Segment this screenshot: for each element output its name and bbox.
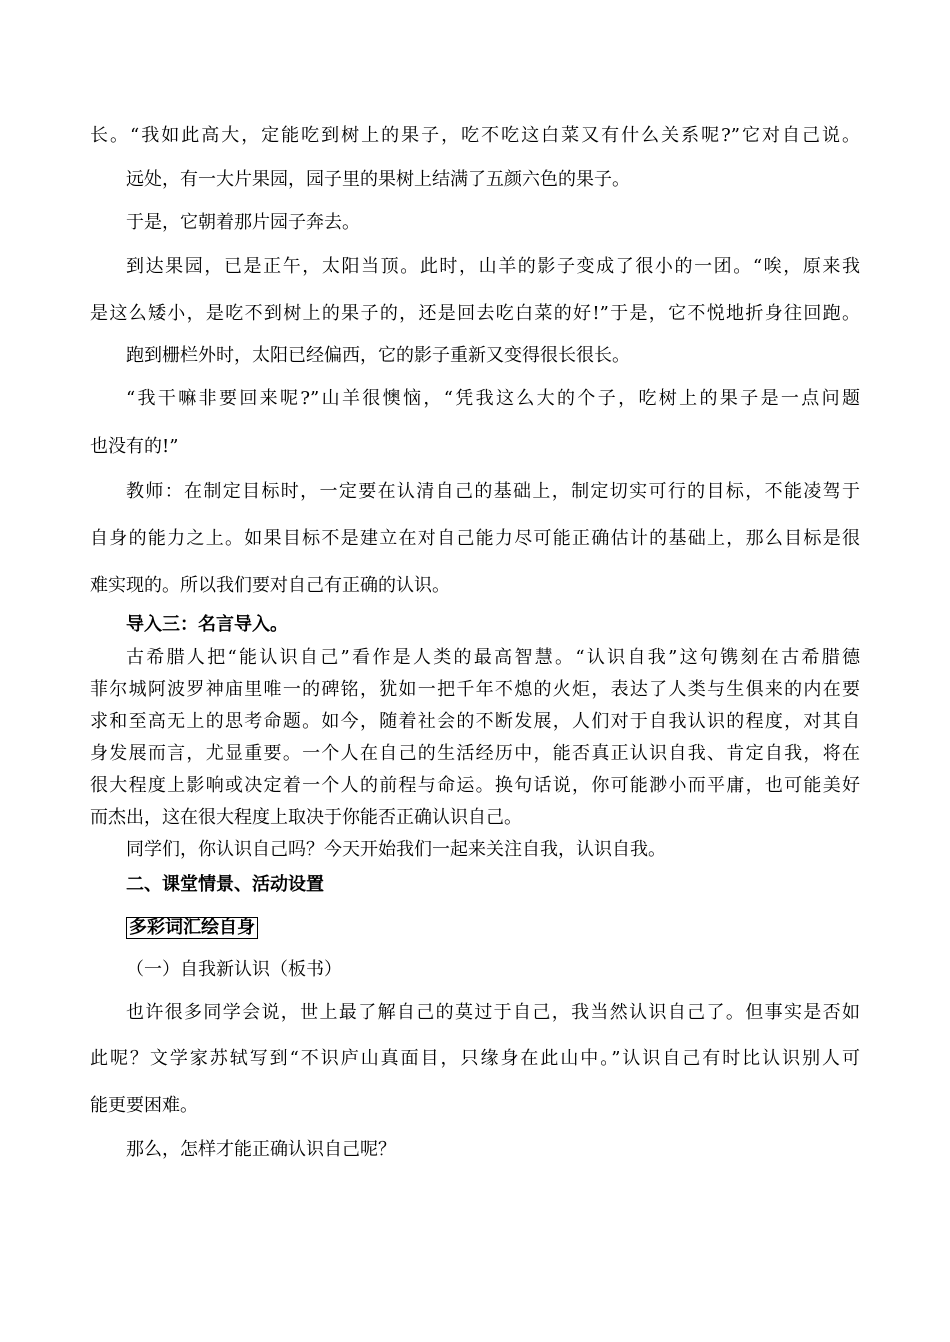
boxed-subheading: 多彩词汇绘自身	[126, 917, 258, 939]
paragraph-line: 菲尔城阿波罗神庙里唯一的碑铭，犹如一把千年不熄的火炬，表达了人类与生俱来的内在要	[90, 679, 860, 700]
paragraph-line: 远处，有一大片果园，园子里的果树上结满了五颜六色的果子。	[126, 169, 630, 190]
paragraph-line: 同学们，你认识自己吗？今天开始我们一起来关注自我，认识自我。	[126, 839, 666, 860]
paragraph-line: 是这么矮小，是吃不到树上的果子的，还是回去吃白菜的好!”于是，它不悦地折身往回跑。	[90, 303, 860, 324]
boxed-subheading-row	[126, 916, 860, 940]
section-heading: 导入三：名言导入。	[126, 614, 288, 635]
section-heading: 二、课堂情景、活动设置	[126, 874, 324, 895]
paragraph-line: 难实现的。所以我们要对自己有正确的认识。	[90, 575, 450, 596]
paragraph-line: 很大程度上影响或决定着一个人的前程与命运。换句话说，你可能渺小而平庸，也可能美好	[90, 775, 860, 796]
paragraph-line: 也许很多同学会说，世上最了解自己的莫过于自己，我当然认识自己了。但事实是否如	[126, 1002, 860, 1023]
paragraph-line: 此呢？文学家苏轼写到“不识庐山真面目，只缘身在此山中。”认识自己有时比认识别人可	[90, 1048, 860, 1069]
paragraph-line: 能更要困难。	[90, 1095, 198, 1116]
paragraph-line: 求和至高无上的思考命题。如今，随着社会的不断发展，人们对于自我认识的程度，对其自	[90, 711, 860, 732]
paragraph-line: 身发展而言，尤显重要。一个人在自己的生活经历中，能否真正认识自我、肯定自我，将在	[90, 743, 860, 764]
paragraph-line: 而杰出，这在很大程度上取决于你能否正确认识自己。	[90, 807, 522, 828]
subsection-heading: （一）自我新认识（板书）	[126, 959, 342, 980]
paragraph-line: 长。“我如此高大，定能吃到树上的果子，吃不吃这白菜又有什么关系呢?”它对自己说。	[90, 125, 860, 146]
paragraph-line: 自身的能力之上。如果目标不是建立在对自己能力尽可能正确估计的基础上，那么目标是很	[90, 528, 860, 549]
paragraph-line: 跑到栅栏外时，太阳已经偏西，它的影子重新又变得很长很长。	[126, 345, 630, 366]
paragraph-line: 教师：在制定目标时，一定要在认清自己的基础上，制定切实可行的目标，不能凌驾于	[126, 481, 860, 502]
paragraph-line: 那么，怎样才能正确认识自己呢？	[126, 1139, 396, 1160]
paragraph-line: 也没有的!”	[90, 436, 179, 457]
paragraph-line: 到达果园，已是正午，太阳当顶。此时，山羊的影子变成了很小的一团。“唉，原来我	[126, 256, 860, 277]
paragraph-line: 古希腊人把“能认识自己”看作是人类的最高智慧。“认识自我”这句镌刻在古希腊德	[126, 647, 860, 668]
paragraph-line: “我干嘛非要回来呢?”山羊很懊恼，“凭我这么大的个子，吃树上的果子是一点问题	[126, 388, 860, 409]
paragraph-line: 于是，它朝着那片园子奔去。	[126, 212, 360, 233]
